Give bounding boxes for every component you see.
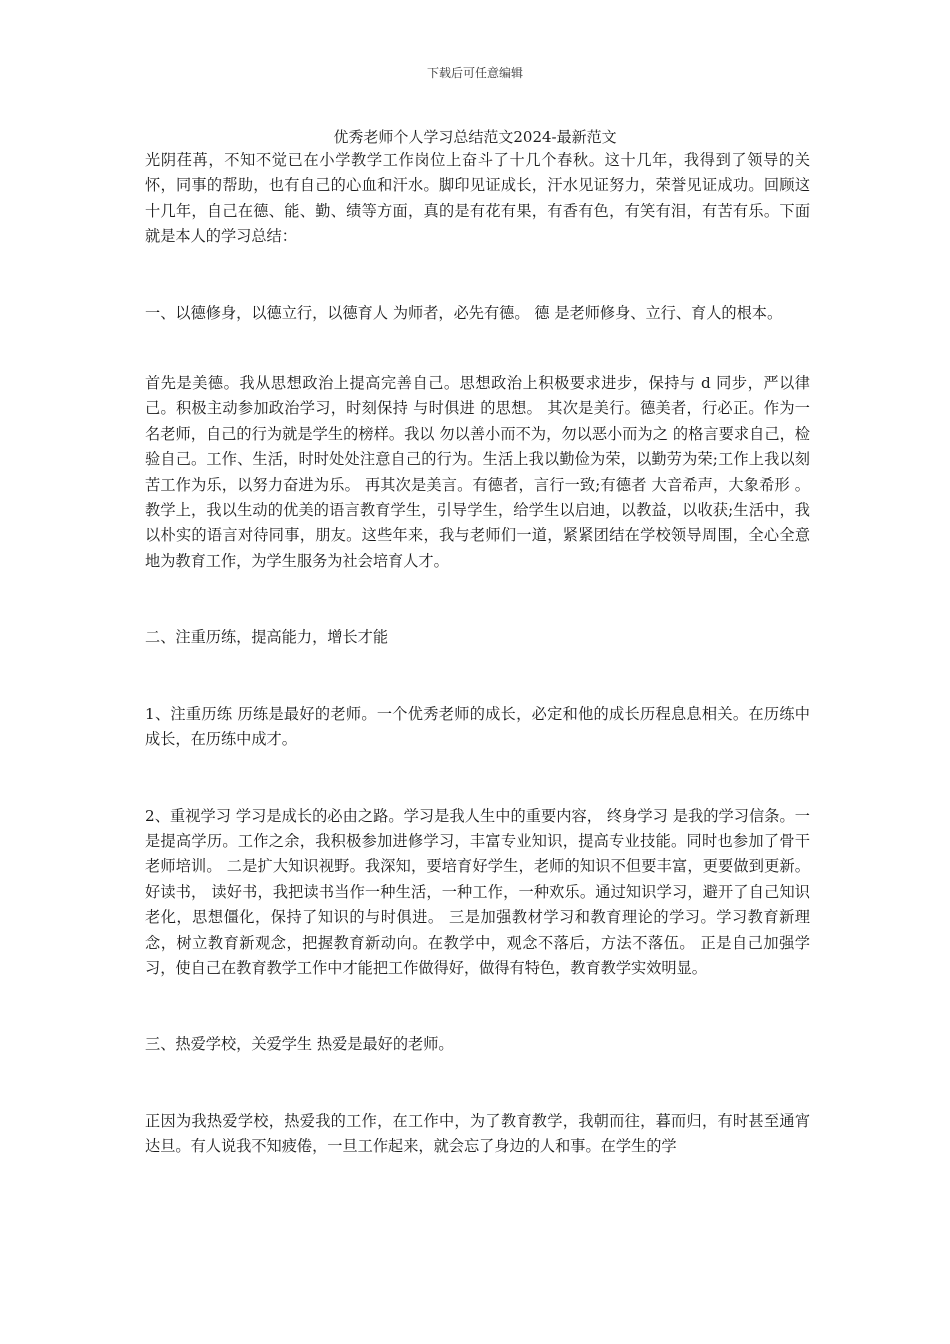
section-three-heading: 三、热爱学校，关爱学生 热爱是最好的老师。 <box>145 1035 454 1054</box>
experience-paragraph: 1、注重历练 历练是最好的老师。一个优秀老师的成长，必定和他的成长历程息息相关。在历练中成长，在历练中成才。 <box>145 704 810 749</box>
paragraph-spacer <box>145 250 810 301</box>
document-body <box>145 148 810 1160</box>
paragraph-spacer <box>145 1058 810 1109</box>
dedication-paragraph: 正因为我热爱学校，热爱我的工作，在工作中，为了教育教学，我朝而往，暮而归，有时甚至通宵达旦。有人说我不知疲倦，一旦工作起来，就会忘了身边的人和事。在学生的学 <box>145 1111 810 1156</box>
study-paragraph: 2、重视学习 学习是成长的必由之路。学习是我人生中的重要内容， 终身学习 是我的学习信条。一是提高学历。工作之余，我积极参加进修学习，丰富专业知识，提高专业技能。同时也参加了骨干老师培训。 二是扩大知识视野。我深知，要培育好学生，老师的知识不但要丰富，更要做到更新。 好读书， 读好书，我把读书当作一种生活，一种工作，一种欢乐。通过知识学习，避开了自己知识老化，思想僵化，保持了知识的与时俱进。 三是加强教材学习和教育理论的学习。学习教育新理念，树立教育新观念，把握教育新动向。在教学中，观念不落后，方法不落伍。 正是自己加强学习，使自己在教育教学工作中才能把工作做得好，做得有特色，教育教学实效明显。 <box>145 806 810 977</box>
section-one-heading-paragraph: 一、以德修身，以德立行，以德育人 为师者，必先有德。 德 是老师修身、立行、育人的根本。 <box>145 303 783 322</box>
section-two-heading: 二、注重历练，提高能力，增长才能 <box>145 628 388 647</box>
virtue-paragraph: 首先是美德。我从思想政治上提高完善自己。思想政治上积极要求进步，保持与 d 同步，严以律己。积极主动参加政治学习，时刻保持 与时俱进 的思想。 其次是美行。德美者，行必正。作为一名老师，自己的行为就是学生的榜样。我以 勿以善小而不为，勿以恶小而为之 的格言要求自己，检验自己。工作、生活，时时处处注意自己的行为。生活上我以勤俭为荣，以勤劳为荣;工作上我以刻苦工作为乐，以努力奋进为乐。 再其次是美言。有德者，言行一致;有德者 大音希声，大象希形 。教学上，我以生动的优美的语言教育学生，引导学生，给学生以启迪，以教益，以收获;生活中，我以朴实的语言对待同事，朋友。这些年来，我与老师们一道，紧紧团结在学校领导周围，全心全意地为教育工作，为学生服务为社会培育人才。 <box>145 374 810 570</box>
paragraph-spacer <box>145 574 810 625</box>
document-title: 优秀老师个人学习总结范文2024-最新范文 <box>333 128 617 146</box>
intro-paragraph: 光阴荏苒，不知不觉已在小学教学工作岗位上奋斗了十几个春秋。这十几年，我得到了领导的关怀，同事的帮助，也有自己的心血和汗水。脚印见证成长，汗水见证努力，荣誉见证成功。回顾这十几年，自己在德、能、勤、绩等方面，真的是有花有果，有香有色，有笑有泪，有苦有乐。下面就是本人的学习总结： <box>145 151 810 246</box>
paragraph-spacer <box>145 651 810 702</box>
paragraph-spacer <box>145 326 810 371</box>
paragraph-spacer <box>145 753 810 804</box>
page-header-note: 下载后可任意编辑 <box>426 66 523 80</box>
paragraph-spacer <box>145 981 810 1032</box>
